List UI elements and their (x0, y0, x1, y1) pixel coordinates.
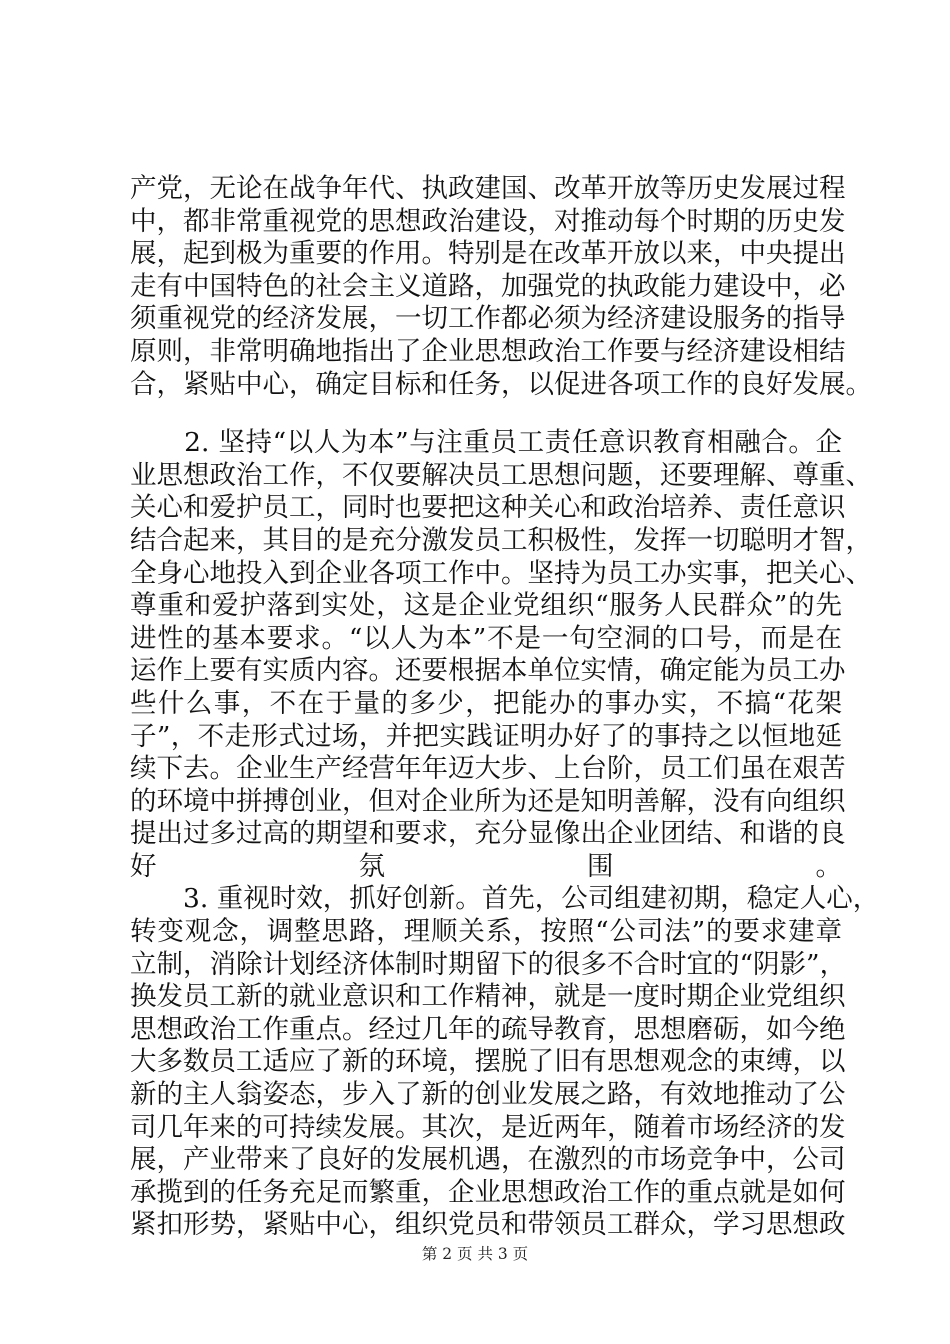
text-line: 展，产业带来了良好的发展机遇，在激烈的市场竞争中，公司 (130, 1144, 846, 1176)
text-line: 新的主人翁姿态，步入了新的创业发展之路，有效地推动了公 (130, 1079, 846, 1111)
text-line: 进性的基本要求。“以人为本”不是一句空洞的口号，而是在 (130, 622, 842, 654)
paragraph-1 (130, 173, 872, 401)
text-line: 运作上要有实质内容。还要根据本单位实情，确定能为员工办 (130, 655, 846, 687)
document-page (130, 173, 880, 1242)
text-line: 立制，消除计划经济体制时期留下的很多不合时宜的“阴影”， (130, 948, 847, 980)
text-line: 关心和爱护员工，同时也要把这种关心和政治培养、责任意识 (130, 492, 846, 524)
text-line: 转变观念，调整思路，理顺关系，按照“公司法”的要求建章 (130, 916, 842, 948)
paragraph-gap (130, 401, 842, 427)
text-line: 子”，不走形式过场，并把实践证明办好了的事持之以恒地延 (130, 720, 842, 752)
text-line: 结合起来，其目的是充分激发员工积极性，发挥一切聪明才智， (130, 524, 872, 556)
text-line: 展，起到极为重要的作用。特别是在改革开放以来，中央提出 (130, 238, 846, 270)
text-line: 的环境中拼搏创业，但对企业所为还是知明善解，没有向组织 (130, 785, 846, 817)
text-line: 业思想政治工作，不仅要解决员工思想问题，还要理解、尊重、 (130, 459, 872, 491)
text-line: 3. 重视时效，抓好创新。首先，公司组建初期，稳定人心， (130, 883, 880, 915)
text-line: 2. 坚持“以人为本”与注重员工责任意识教育相融合。企 (130, 427, 842, 459)
text-line: 全身心地投入到企业各项工作中。坚持为员工办实事，把关心、 (130, 557, 872, 589)
text-line: 产党，无论在战争年代、执政建国、改革开放等历史发展过程 (130, 173, 846, 204)
text-line: 走有中国特色的社会主义道路，加强党的执政能力建设中，必 (130, 270, 846, 302)
paragraph-3 (130, 883, 880, 1242)
text-line: 大多数员工适应了新的环境，摆脱了旧有思想观念的束缚，以 (130, 1046, 846, 1078)
text-line: 承揽到的任务充足而繁重，企业思想政治工作的重点就是如何 (130, 1176, 846, 1208)
text-line: 原则，非常明确地指出了企业思想政治工作要与经济建设相结 (130, 335, 846, 367)
text-line: 司几年来的可持续发展。其次，是近两年，随着市场经济的发 (130, 1111, 846, 1143)
text-line: 中，都非常重视党的思想政治建设，对推动每个时期的历史发 (130, 205, 846, 237)
text-line: 续下去。企业生产经营年年迈大步、上台阶，员工们虽在艰苦 (130, 753, 846, 785)
text-line: 换发员工新的就业意识和工作精神，就是一度时期企业党组织 (130, 981, 846, 1013)
text-line: 尊重和爱护落到实处，这是企业党组织“服务人民群众”的先 (130, 590, 842, 622)
page-number-footer: 第 2 页 共 3 页 (421, 1245, 529, 1263)
text-line: 紧扣形势，紧贴中心，组织党员和带领员工群众，学习思想政 (130, 1209, 846, 1241)
text-line: 合，紧贴中心，确定目标和任务，以促进各项工作的良好发展。 (130, 368, 872, 400)
text-line: 些什么事，不在于量的多少，把能办的事办实，不搞“花架 (130, 687, 842, 719)
text-line: 提出过多过高的期望和要求，充分显像出企业团结、和谐的良 (130, 818, 846, 850)
paragraph-2 (130, 427, 872, 883)
text-line: 好氛围。 (130, 850, 842, 882)
text-line: 须重视党的经济发展，一切工作都必须为经济建设服务的指导 (130, 303, 846, 335)
text-line: 思想政治工作重点。经过几年的疏导教育，思想磨砺，如今绝 (130, 1013, 846, 1045)
